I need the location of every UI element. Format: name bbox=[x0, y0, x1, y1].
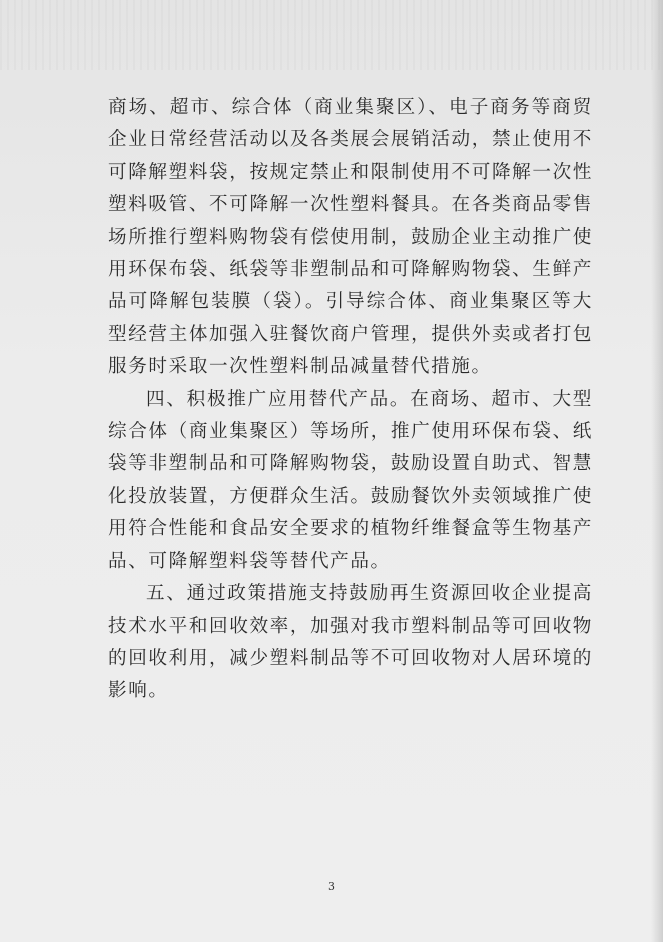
paragraph-continuation: 商场、超市、综合体（商业集聚区）、电子商务等商贸企业日常经营活动以及各类展会展销活动，禁止使用不可降解塑料袋，按规定禁止和限制使用不可降解一次性塑料吸管、不可降解一次性塑料餐具。在各类商品零售场所推行塑料购物袋有偿使用制，鼓励企业主动推广使用环保布袋、纸袋等非塑制品和可降解购物袋、生鲜产品可降解包装膜（袋）。引导综合体、商业集聚区等大型经营主体加强入驻餐饮商户管理，提供外卖或者打包服务时采取一次性塑料制品减量替代措施。 bbox=[108, 97, 593, 378]
scan-noise-top bbox=[0, 0, 663, 70]
page-number: 3 bbox=[328, 880, 335, 893]
paragraph-section-five: 五、通过政策措施支持鼓励再生资源回收企业提高技术水平和回收效率，加强对我市塑料制品等可回收物的回收利用，减少塑料制品等不可回收物对人居环境的影响。 bbox=[108, 583, 593, 702]
document-body bbox=[108, 92, 593, 708]
scan-shadow-right bbox=[651, 0, 663, 942]
paragraph-section-four: 四、积极推广应用替代产品。在商场、超市、大型综合体（商业集聚区）等场所，推广使用环保布袋、纸袋等非塑制品和可降解购物袋，鼓励设置自助式、智慧化投放装置，方便群众生活。鼓励餐饮外卖领域推广使用符合性能和食品安全要求的植物纤维餐盒等生物基产品、可降解塑料袋等替代产品。 bbox=[108, 388, 593, 572]
